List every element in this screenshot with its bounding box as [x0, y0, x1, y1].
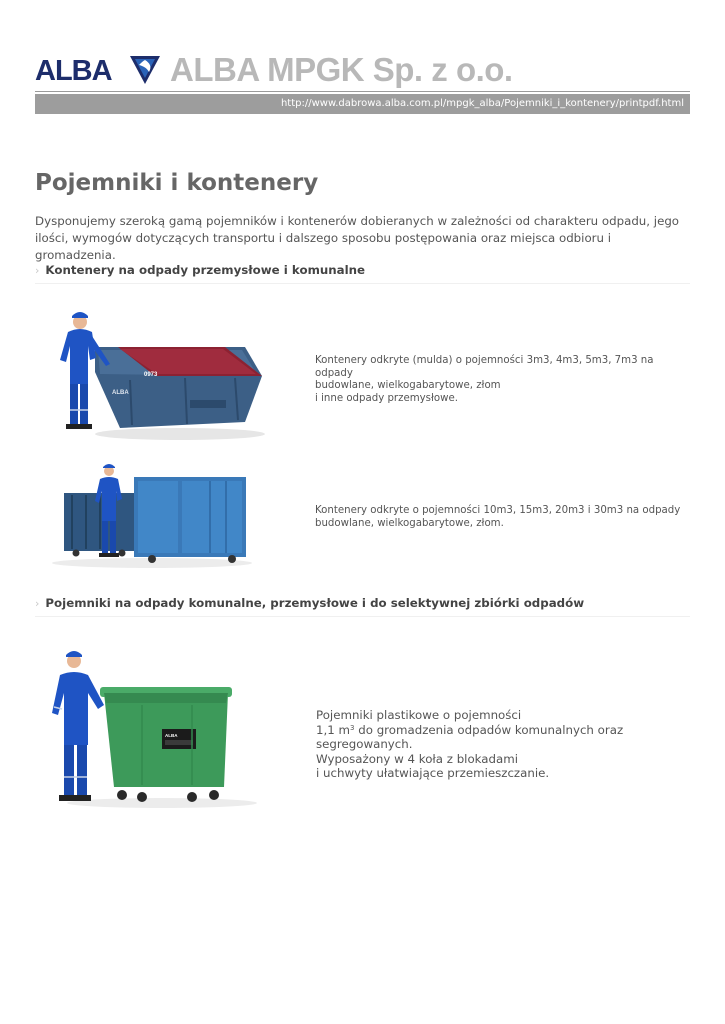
description-line: Wyposażony w 4 koła z blokadami — [316, 751, 519, 766]
rolloff-container-photo — [42, 455, 252, 573]
section-heading-text: Kontenery na odpady przemysłowe i komunalne — [45, 263, 366, 277]
container-brand: ALBA — [112, 390, 129, 396]
section-heading-bins — [35, 595, 584, 612]
description-line: budowlane, wielkogabarytowe, złom. — [315, 517, 504, 529]
alba-logo-mark-icon — [128, 54, 162, 86]
page-url[interactable]: http://www.dabrowa.alba.com.pl/mpgk_alba/Pojemniki_i_kontenery/printpdf.html — [280, 98, 684, 109]
description-line: Pojemniki plastikowe o pojemności — [316, 708, 522, 722]
section-heading-containers — [35, 262, 365, 279]
bin-brand: ALBA — [165, 733, 178, 738]
header-rule — [35, 91, 690, 92]
bin-description — [316, 708, 696, 781]
description-line: budowlane, wielkogabarytowe, złom — [315, 380, 501, 391]
container-description-1 — [315, 355, 690, 405]
green-bin-photo — [42, 645, 264, 813]
description-line: Kontenery odkryte o pojemności 10m3, 15m3, 20m3 i 30m3 na odpady — [315, 505, 681, 516]
description-line: i uchwyty ułatwiające przemieszczanie. — [316, 766, 550, 780]
section-divider — [35, 616, 690, 617]
description-line: i inne odpady przemysłowe. — [315, 392, 458, 404]
description-line: Kontenery odkryte (mulda) o pojemności 3m3, 4m3, 5m3, 7m3 na odpady — [315, 355, 654, 379]
description-line — [316, 723, 696, 752]
chevron-right-icon: › — [35, 597, 40, 610]
container-description-2 — [315, 505, 690, 530]
url-bar — [35, 94, 690, 114]
container-number: 0973 — [144, 372, 158, 378]
company-name: ALBA MPGK Sp. z o.o. — [170, 51, 513, 88]
skip-container-photo — [40, 300, 268, 445]
description-text: do gromadzenia odpadów komunalnych oraz segregowanych. — [316, 722, 624, 751]
section-divider — [35, 283, 690, 284]
chevron-right-icon: › — [35, 264, 40, 277]
intro-paragraph: Dysponujemy szeroką gamą pojemników i kontenerów dobieranych w zależności od charakteru odpadu, jego ilości, wymogów dotyczących transportu i dalszego sposobu postępowania oraz miejsca odbioru i gromadzenia. — [35, 214, 680, 262]
volume-exponent: 3 — [350, 723, 355, 732]
page-title: Pojemniki i kontenery — [35, 170, 319, 196]
section-heading-text: Pojemniki na odpady komunalne, przemysłowe i do selektywnej zbiórki odpadów — [45, 596, 585, 610]
alba-logo-wordmark: ALBA — [35, 55, 112, 87]
volume-value: 1,1 m — [316, 722, 351, 737]
